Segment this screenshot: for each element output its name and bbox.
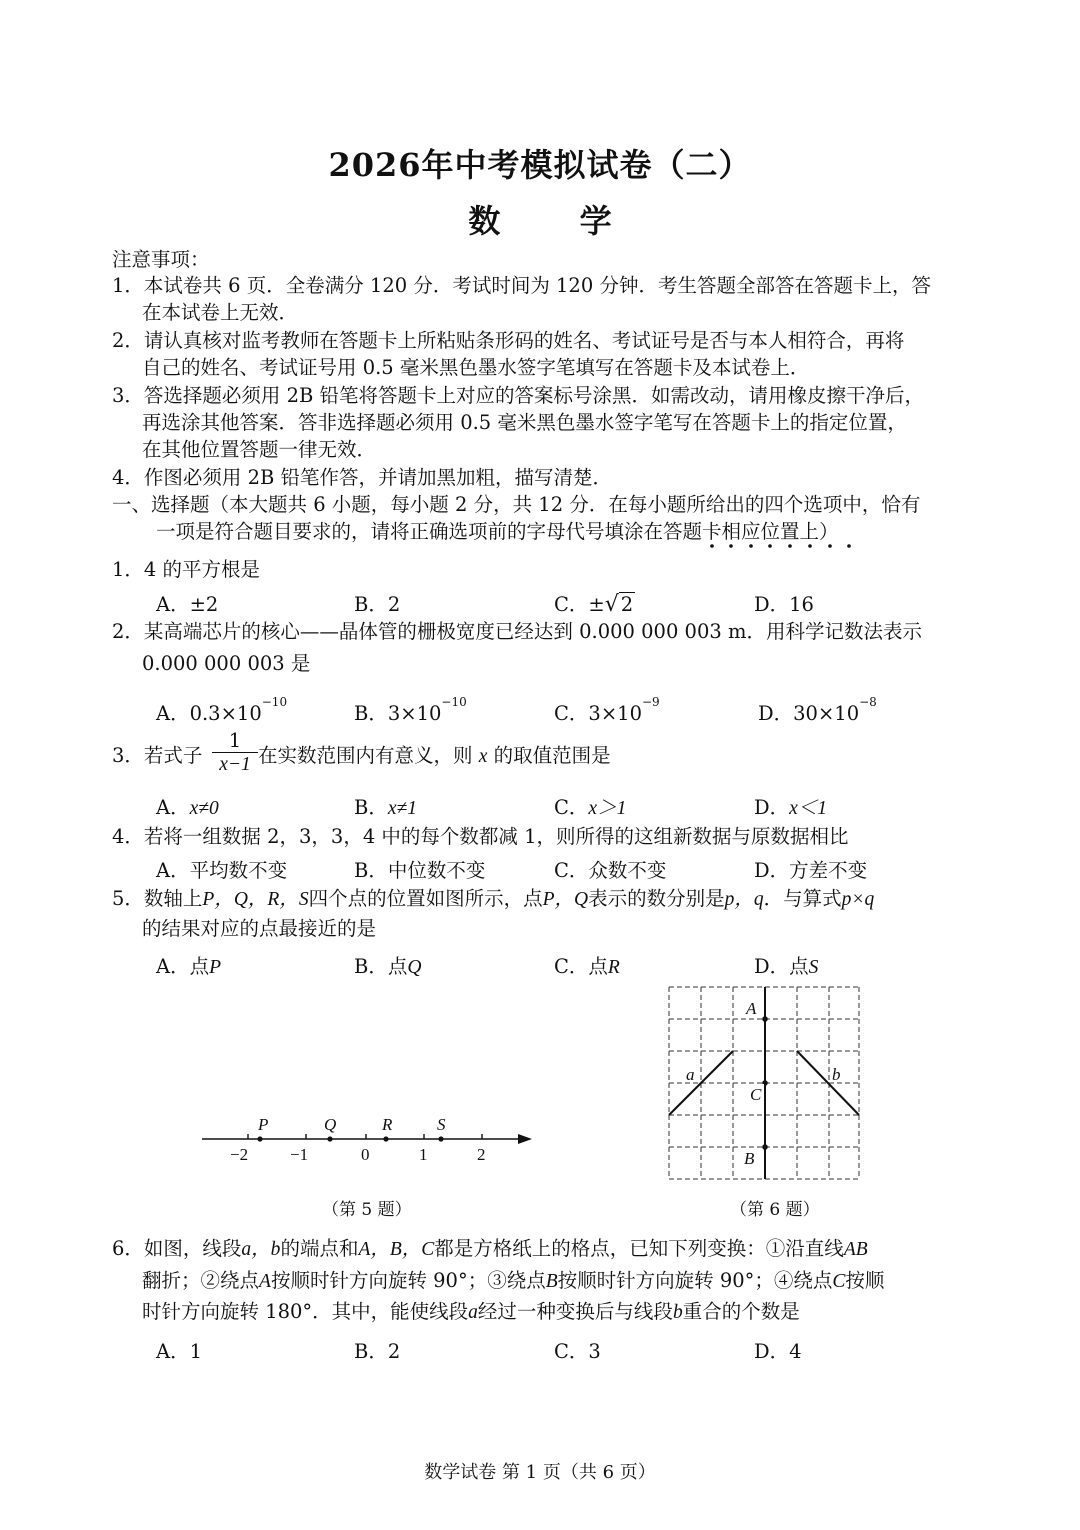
notice-line: 再选涂其他答案．答非选择题必须用 0.5 毫米黑色墨水签字笔写在答题卡上的指定位置， xyxy=(142,411,907,434)
notice-line: 在其他位置答题一律无效． xyxy=(142,438,377,461)
figure-5-caption: （第 5 题） xyxy=(322,1200,412,1220)
q5-option-c-label: C．点 xyxy=(554,955,608,978)
q5-stem-vars: P，Q xyxy=(542,889,589,910)
q5-stem-vars: p，q xyxy=(724,889,764,910)
q5-option-a-label: A．点 xyxy=(156,955,210,978)
q6-stem-line1 xyxy=(112,1234,868,1265)
notice-line: 1．本试卷共 6 页．全卷满分 120 分．考试时间为 120 分钟．考生答题全部答在答题卡上，答 xyxy=(112,274,931,297)
q3-option-c-value: x＞1 xyxy=(588,798,627,819)
q5-option-d-value: S xyxy=(808,957,819,978)
q6-stem-vars: A xyxy=(259,1271,271,1292)
q3-option-b-value: x≠1 xyxy=(387,798,417,819)
q5-option-c xyxy=(554,951,620,979)
q6-stem-part: 都是方格纸上的格点，已知下列变换：①沿直线 xyxy=(434,1237,844,1260)
q5-stem-part: 表示的数分别是 xyxy=(588,887,725,910)
q2-option-c-exp: −9 xyxy=(641,695,660,709)
q4-stem: 4．若将一组数据 2，3，3，4 中的每个数都减 1，则所得的这组新数据与原数据相比 xyxy=(112,825,849,848)
q3-option-d xyxy=(754,792,827,820)
q3-option-c-label: C． xyxy=(554,796,589,819)
point-label-s: S xyxy=(437,1115,446,1134)
q6-stem-vars: AB xyxy=(843,1239,868,1260)
q1-stem: 1．4 的平方根是 xyxy=(112,558,261,581)
radical-sign-icon: √ xyxy=(604,592,619,617)
q6-option-d: D．4 xyxy=(754,1340,802,1363)
q1-option-d: D．16 xyxy=(754,593,814,616)
notice-line: 4．作图必须用 2B 铅笔作答，并请加黑加粗，描写清楚． xyxy=(112,466,613,489)
q4-option-a: A．平均数不变 xyxy=(156,859,288,882)
q6-stem-vars: a，b xyxy=(241,1239,281,1260)
tick-label: −2 xyxy=(230,1145,249,1164)
q6-stem-part: 时针方向旋转 180°．其中，能使线段 xyxy=(142,1300,469,1323)
point-b xyxy=(762,1144,768,1150)
q2-option-c xyxy=(554,695,660,726)
q5-stem-line2: 的结果对应的点最接近的是 xyxy=(142,917,377,940)
q3-option-b-label: B． xyxy=(354,796,388,819)
tick-label: 1 xyxy=(419,1145,428,1164)
grid-figure xyxy=(666,984,866,1184)
q6-stem-part: 经过一种变换后与线段 xyxy=(477,1300,673,1323)
page-footer: 数学试卷 第 1 页（共 6 页） xyxy=(424,1462,656,1483)
q6-stem-part: 按顺 xyxy=(845,1269,885,1292)
q5-option-b-value: Q xyxy=(407,957,422,978)
q2-stem-line1: 2．某高端芯片的核心——晶体管的栅极宽度已经达到 0.000 000 003 m．用科学记数法表示 xyxy=(112,620,922,643)
point-label-r: R xyxy=(382,1115,393,1134)
q4-option-b: B．中位数不变 xyxy=(354,859,486,882)
q2-option-b-base: B．3×10 xyxy=(354,702,442,725)
section-heading-cont: 一项是符合题目要求的，请将正确选项前的字母代号填涂在答题卡相应位置上） xyxy=(156,520,839,543)
q6-option-c: C．3 xyxy=(554,1340,601,1363)
q5-stem-part: ．与算式 xyxy=(763,887,842,910)
grid-label-a: A xyxy=(746,999,757,1018)
q3-stem-post-text: 在实数范围内有意义，则 xyxy=(258,744,473,767)
q6-stem-vars: B xyxy=(545,1271,558,1292)
grid-label-seg-b: b xyxy=(832,1065,841,1084)
q4-option-d: D．方差不变 xyxy=(754,859,868,882)
q3-stem-post xyxy=(258,741,611,772)
section-heading: 一、选择题（本大题共 6 小题，每小题 2 分，共 12 分．在每小题所给出的四个选项中，恰有 xyxy=(112,493,921,516)
q2-option-a-exp: −10 xyxy=(261,695,288,709)
q6-stem-part: 按顺时针方向旋转 90°；③绕点 xyxy=(270,1269,546,1292)
q3-stem-end: 的取值范围是 xyxy=(493,744,611,767)
q5-option-d-label: D．点 xyxy=(754,955,809,978)
q1-option-c xyxy=(554,589,635,617)
q6-stem-vars: A，B，C xyxy=(358,1239,435,1260)
q6-stem-line2 xyxy=(142,1266,884,1297)
q5-option-b xyxy=(354,951,421,979)
q3-option-a-value: x≠0 xyxy=(189,798,219,819)
q3-var: x xyxy=(478,746,488,767)
q2-stem-line2: 0.000 000 003 是 xyxy=(142,652,311,675)
notice-heading: 注意事项： xyxy=(112,248,210,271)
q3-denominator: x−1 xyxy=(212,752,258,777)
q3-option-a xyxy=(156,792,219,820)
number-line-figure xyxy=(200,1112,560,1172)
emphasis-dots xyxy=(0,542,1080,552)
q6-option-b: B．2 xyxy=(354,1340,401,1363)
q5-stem-part: 5．数轴上 xyxy=(112,887,203,910)
grid-label-seg-a: a xyxy=(686,1065,695,1084)
tick-label: 2 xyxy=(477,1145,486,1164)
exam-title: 2026年中考模拟试卷（二） xyxy=(328,146,752,184)
q2-option-b-exp: −10 xyxy=(441,695,467,709)
tick-label: 0 xyxy=(361,1145,370,1164)
q1-option-a: A．±2 xyxy=(156,593,219,616)
q3-option-d-label: D． xyxy=(754,796,790,819)
q5-stem-part: 四个点的位置如图所示，点 xyxy=(308,887,543,910)
q2-option-b xyxy=(354,695,467,726)
point-r xyxy=(383,1136,388,1141)
q1-option-c-prefix: C．± xyxy=(554,593,605,616)
q5-stem-vars: P，Q，R，S xyxy=(202,889,309,910)
q6-stem-vars: C xyxy=(832,1271,846,1292)
q6-stem-part: 按顺时针方向旋转 90°；④绕点 xyxy=(557,1269,833,1292)
q1-option-c-radicand: 2 xyxy=(620,593,634,616)
q2-option-c-base: C．3×10 xyxy=(554,702,642,725)
point-label-q: Q xyxy=(324,1115,337,1134)
q6-option-a: A．1 xyxy=(156,1340,202,1363)
notice-line: 2．请认真核对监考教师在答题卡上所粘贴条形码的姓名、考试证号是否与本人相符合，再将 xyxy=(112,329,905,352)
q5-stem-line1 xyxy=(112,884,874,915)
q6-stem-vars: b xyxy=(672,1302,683,1323)
q5-option-a xyxy=(156,951,221,979)
point-q xyxy=(327,1136,332,1141)
notice-line: 3．答选择题必须用 2B 铅笔将答题卡上对应的答案标号涂黑．如需改动，请用橡皮擦干净后， xyxy=(112,384,925,407)
q5-option-c-value: R xyxy=(607,957,620,978)
point-s xyxy=(438,1136,443,1141)
q3-option-b xyxy=(354,792,417,820)
q4-option-c: C．众数不变 xyxy=(554,859,667,882)
q5-option-b-label: B．点 xyxy=(354,955,408,978)
q6-stem-part: 的端点和 xyxy=(280,1237,359,1260)
notice-line: 自己的姓名、考试证号用 0.5 毫米黑色墨水签字笔填写在答题卡及本试卷上． xyxy=(142,356,810,379)
figure-6-caption: （第 6 题） xyxy=(730,1200,820,1220)
subject-title: 数 学 xyxy=(468,202,646,240)
point-p xyxy=(257,1136,262,1141)
q3-option-d-value: x＜1 xyxy=(789,798,828,819)
q5-option-d xyxy=(754,951,818,979)
q3-fraction xyxy=(212,730,258,777)
q2-option-a xyxy=(156,695,288,726)
q2-option-d-base: D．30×10 xyxy=(758,702,860,725)
q2-option-a-base: A．0.3×10 xyxy=(156,702,262,725)
q1-option-b: B．2 xyxy=(354,593,401,616)
q6-stem-part: 6．如图，线段 xyxy=(112,1237,242,1260)
grid-label-b: B xyxy=(744,1149,755,1168)
q3-option-a-label: A． xyxy=(156,796,190,819)
q5-stem-vars: p×q xyxy=(841,889,875,910)
point-label-p: P xyxy=(258,1115,269,1134)
q3-numerator: 1 xyxy=(228,729,242,752)
arrow-right-icon xyxy=(518,1134,532,1144)
q6-stem-vars: a xyxy=(468,1302,478,1323)
q5-option-a-value: P xyxy=(209,957,222,978)
q2-option-d-exp: −8 xyxy=(859,695,877,709)
grid-label-c: C xyxy=(750,1085,762,1104)
q3-stem-pre: 3．若式子 xyxy=(112,744,203,767)
point-a xyxy=(762,1016,768,1022)
tick-label: −1 xyxy=(290,1145,309,1164)
q6-stem-part: 翻折；②绕点 xyxy=(142,1269,260,1292)
q3-option-c xyxy=(554,792,626,820)
q6-stem-part: 重合的个数是 xyxy=(682,1300,800,1323)
notice-line: 在本试卷上无效． xyxy=(142,301,299,324)
q6-stem-line3 xyxy=(142,1297,800,1328)
q2-option-d xyxy=(758,695,877,726)
